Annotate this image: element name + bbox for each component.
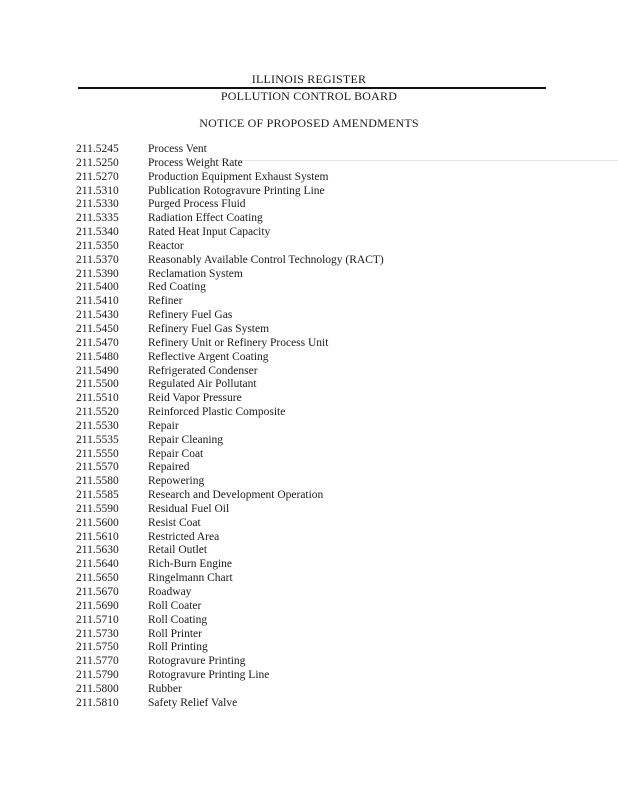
list-item [76,697,576,711]
list-item [76,212,576,226]
list-item [76,572,576,586]
section-number: 211.5370 [76,253,119,266]
list-item [76,448,576,462]
section-number: 211.5450 [76,322,119,335]
section-number: 211.5330 [76,198,119,211]
defined-term: Ringelmann Chart [148,572,233,585]
section-number: 211.5490 [76,364,119,377]
list-item [76,365,576,379]
list-item [76,254,576,268]
list-item [76,143,576,157]
list-item [76,240,576,254]
defined-term: Refinery Fuel Gas [148,309,233,322]
list-item [76,406,576,420]
defined-term: Roll Printer [148,627,202,640]
defined-term: Purged Process Fluid [148,198,246,211]
section-number: 211.5585 [76,489,119,502]
section-number: 211.5650 [76,572,119,585]
section-number: 211.5810 [76,696,119,709]
list-item [76,558,576,572]
notice-title: NOTICE OF PROPOSED AMENDMENTS [199,116,419,130]
section-number: 211.5510 [76,392,119,405]
list-item [76,281,576,295]
defined-term: Refinery Fuel Gas System [148,322,270,335]
register-title: ILLINOIS REGISTER [251,72,367,86]
defined-term: Rich-Burn Engine [148,558,232,571]
defined-term: Production Equipment Exhaust System [148,170,329,183]
defined-term: Retail Outlet [148,544,208,557]
section-number: 211.5570 [76,461,119,474]
section-number: 211.5250 [76,156,119,169]
list-item [76,157,576,171]
defined-term: Repowering [148,475,205,488]
defined-term: Roll Coater [148,599,202,612]
list-item [76,171,576,185]
definitions-list [76,143,576,711]
list-item [76,351,576,365]
section-number: 211.5790 [76,669,119,682]
defined-term: Reflective Argent Coating [148,350,269,363]
section-number: 211.5640 [76,558,119,571]
section-number: 211.5310 [76,184,119,197]
section-number: 211.5550 [76,447,119,460]
defined-term: Resist Coat [148,516,201,529]
section-number: 211.5535 [76,433,119,446]
list-item [76,337,576,351]
list-item [76,544,576,558]
list-item [76,309,576,323]
section-number: 211.5520 [76,406,119,419]
list-item [76,655,576,669]
list-item [76,226,576,240]
list-item [76,614,576,628]
list-item [76,628,576,642]
defined-term: Repair Coat [148,447,204,460]
agency-name: POLLUTION CONTROL BOARD [220,89,398,103]
section-number: 211.5480 [76,350,119,363]
defined-term: Roll Printing [148,641,208,654]
section-number: 211.5610 [76,530,119,543]
list-item [76,641,576,655]
defined-term: Reasonably Available Control Technology (RACT) [148,253,384,266]
defined-term: Reclamation System [148,267,243,280]
list-item [76,461,576,475]
section-number: 211.5580 [76,475,119,488]
list-item [76,185,576,199]
section-number: 211.5730 [76,627,119,640]
list-item [76,531,576,545]
defined-term: Regulated Air Pollutant [148,378,257,391]
list-item [76,489,576,503]
list-item [76,268,576,282]
section-number: 211.5670 [76,586,119,598]
defined-term: Refiner [148,295,183,308]
section-number: 211.5710 [76,613,119,626]
defined-term: Process Weight Rate [148,156,243,169]
section-number: 211.5530 [76,419,119,432]
section-number: 211.5410 [76,295,119,308]
list-item [76,434,576,448]
section-number: 211.5350 [76,239,119,252]
section-number: 211.5800 [76,682,119,695]
defined-term: Repair Cleaning [148,433,224,446]
list-item [76,503,576,517]
defined-term: Publication Rotogravure Printing Line [148,184,325,197]
section-number: 211.5770 [76,655,119,668]
defined-term: Rotogravure Printing Line [148,669,270,682]
list-item [76,683,576,697]
section-number: 211.5630 [76,544,119,557]
section-number: 211.5340 [76,226,119,239]
list-item [76,378,576,392]
defined-term: Reinforced Plastic Composite [148,406,286,419]
list-item [76,669,576,683]
defined-term: Reid Vapor Pressure [148,392,242,405]
defined-term: Radiation Effect Coating [148,212,263,225]
defined-term: Roll Coating [148,613,208,626]
list-item [76,475,576,489]
defined-term: Research and Development Operation [148,489,324,502]
section-number: 211.5335 [76,212,119,225]
defined-term: Process Vent [148,143,207,155]
section-number: 211.5430 [76,309,119,322]
defined-term: Refinery Unit or Refinery Process Unit [148,336,329,349]
section-number: 211.5270 [76,170,119,183]
defined-term: Rotogravure Printing [148,655,246,668]
list-item [76,420,576,434]
defined-term: Repaired [148,461,190,474]
defined-term: Rubber [148,682,182,695]
section-number: 211.5400 [76,281,119,294]
section-number: 211.5590 [76,502,119,515]
section-number: 211.5750 [76,641,119,654]
section-number: 211.5500 [76,378,119,391]
section-number: 211.5245 [76,143,119,155]
defined-term: Residual Fuel Oil [148,502,230,515]
section-number: 211.5600 [76,516,119,529]
defined-term: Roadway [148,586,192,598]
section-number: 211.5470 [76,336,119,349]
defined-term: Red Coating [148,281,206,294]
defined-term: Reactor [148,239,184,252]
list-item [76,600,576,614]
list-item [76,586,576,600]
defined-term: Safety Relief Valve [148,696,238,709]
list-item [76,392,576,406]
section-number: 211.5390 [76,267,119,280]
list-item [76,517,576,531]
defined-term: Restricted Area [148,530,220,543]
list-item [76,295,576,309]
list-item [76,198,576,212]
list-item [76,323,576,337]
defined-term: Rated Heat Input Capacity [148,226,271,239]
defined-term: Refrigerated Condenser [148,364,258,377]
defined-term: Repair [148,419,179,432]
section-number: 211.5690 [76,599,119,612]
